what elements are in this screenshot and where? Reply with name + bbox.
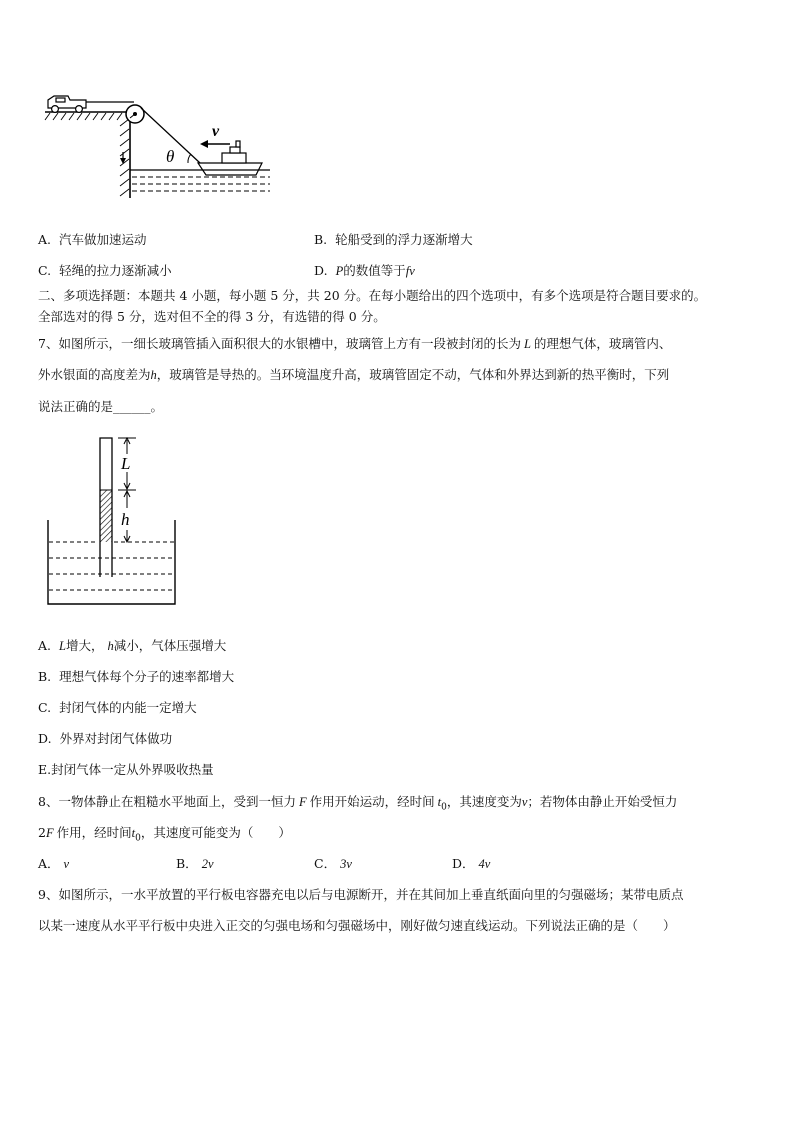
option-key: B. [38,669,52,684]
option-text: 外界对封闭气体做功 [59,731,173,746]
subscript: 0 [441,802,447,813]
var-f: F [298,795,307,809]
option-text: 封闭气体的内能一定增大 [59,700,197,715]
car-icon [48,96,86,112]
h-label: h [121,510,130,529]
q7-stem-line2 [38,365,669,383]
var-h: h [150,368,157,382]
q6-option-b[interactable] [314,230,473,248]
option-key: D． [452,856,475,871]
var-h: h [107,639,114,653]
q6-option-c[interactable] [38,261,172,279]
q7-option-a[interactable] [38,636,226,654]
text: ，其速度变为 [446,794,522,809]
q7-stem-line1 [38,334,671,352]
option-text: 增大， [65,638,104,653]
var-l: L [59,639,66,653]
option-value: v [63,857,70,871]
option-text: 封闭气体一定从外界吸收热量 [51,762,214,777]
option-key: C. [38,700,52,715]
theta-label: θ [166,147,175,166]
q8-option-c[interactable] [314,854,352,872]
q7-option-b[interactable] [38,667,234,685]
option-key: D. [38,731,52,746]
q8-option-b[interactable] [176,854,214,872]
text: 外水银面的高度差为 [38,367,151,382]
text: ，其速度可能变为（ ） [140,825,291,840]
option-text: 轻绳的拉力逐渐减小 [59,263,172,278]
option-text: 理想气体每个分子的速率都增大 [59,669,235,684]
text: 2 [38,825,46,840]
text: 作用开始运动，经时间 [309,794,435,809]
var-t: t [131,826,136,840]
option-tail: fv [405,264,415,278]
option-var: P [335,264,344,278]
option-key: C． [314,856,337,871]
var-l: L [523,337,531,351]
option-key: B. [314,232,328,247]
option-value: 4v [478,857,491,871]
text: ，玻璃管是导热的。当环境温度升高，玻璃管固定不动，气体和外界达到新的热平衡时，下列 [156,367,670,382]
option-key: C. [38,263,52,278]
option-text: 汽车做加速运动 [59,232,147,247]
option-key: E. [38,762,52,777]
var-v: v [521,795,528,809]
option-key: D. [314,263,328,278]
q9-stem-line1: 9、如图所示，一水平放置的平行板电容器充电以后与电源断开，并在其间加上垂直纸面向里的匀强磁场；某带电质点 [38,887,684,902]
option-text: 轮船受到的浮力逐渐增大 [335,232,473,247]
figure-tube-mercury [40,432,185,610]
text: 作用，经时间 [56,825,132,840]
option-text: 的数值等于 [343,263,406,278]
text: 的理想气体，玻璃管内、 [533,336,672,351]
option-text: 减小，气体压强增大 [113,638,227,653]
q8-stem-line2 [38,823,291,844]
section2-line2: 全部选对的得 5 分，选对但不全的得 3 分，有选错的得 0 分。 [38,309,386,324]
q9-stem-line2: 以某一速度从水平平行板中央进入正交的匀强电场和匀强磁场中，刚好做匀速直线运动。下列说法正确的是（ ） [38,918,676,933]
q7-option-e[interactable] [38,760,214,778]
option-value: 3v [340,857,352,871]
subscript: 0 [135,833,141,844]
section2-line1: 二、多项选择题：本题共 4 小题，每小题 5 分，共 20 分。在每小题给出的四个选项中，有多个选项是符合题目要求的。 [38,288,707,303]
option-key: A. [38,638,52,653]
velocity-label: v [212,123,220,140]
q6-option-a[interactable] [38,230,147,248]
l-label: L [121,454,131,473]
text: 7、如图所示，一细长玻璃管插入面积很大的水银槽中，玻璃管上方有一段被封闭的长为 [38,336,521,351]
text: 8、一物体静止在粗糙水平地面上，受到一恒力 [38,794,296,809]
option-key: A． [38,856,60,871]
var-f: F [45,826,54,840]
option-key: B． [176,856,198,871]
option-key: A. [38,232,52,247]
q6-option-d[interactable] [314,261,415,279]
q7-option-c[interactable] [38,698,197,716]
figure-car-pulley-boat [40,90,270,202]
q7-stem-line3: 说法正确的是______。 [38,399,164,414]
option-value: 2v [201,857,214,871]
text: ；若物体由静止开始受恒力 [527,794,678,809]
q8-option-a[interactable] [38,854,69,872]
q8-option-d[interactable] [452,854,490,872]
var-t: t [437,795,442,809]
q7-option-d[interactable] [38,729,172,747]
q8-stem-line1 [38,792,677,813]
